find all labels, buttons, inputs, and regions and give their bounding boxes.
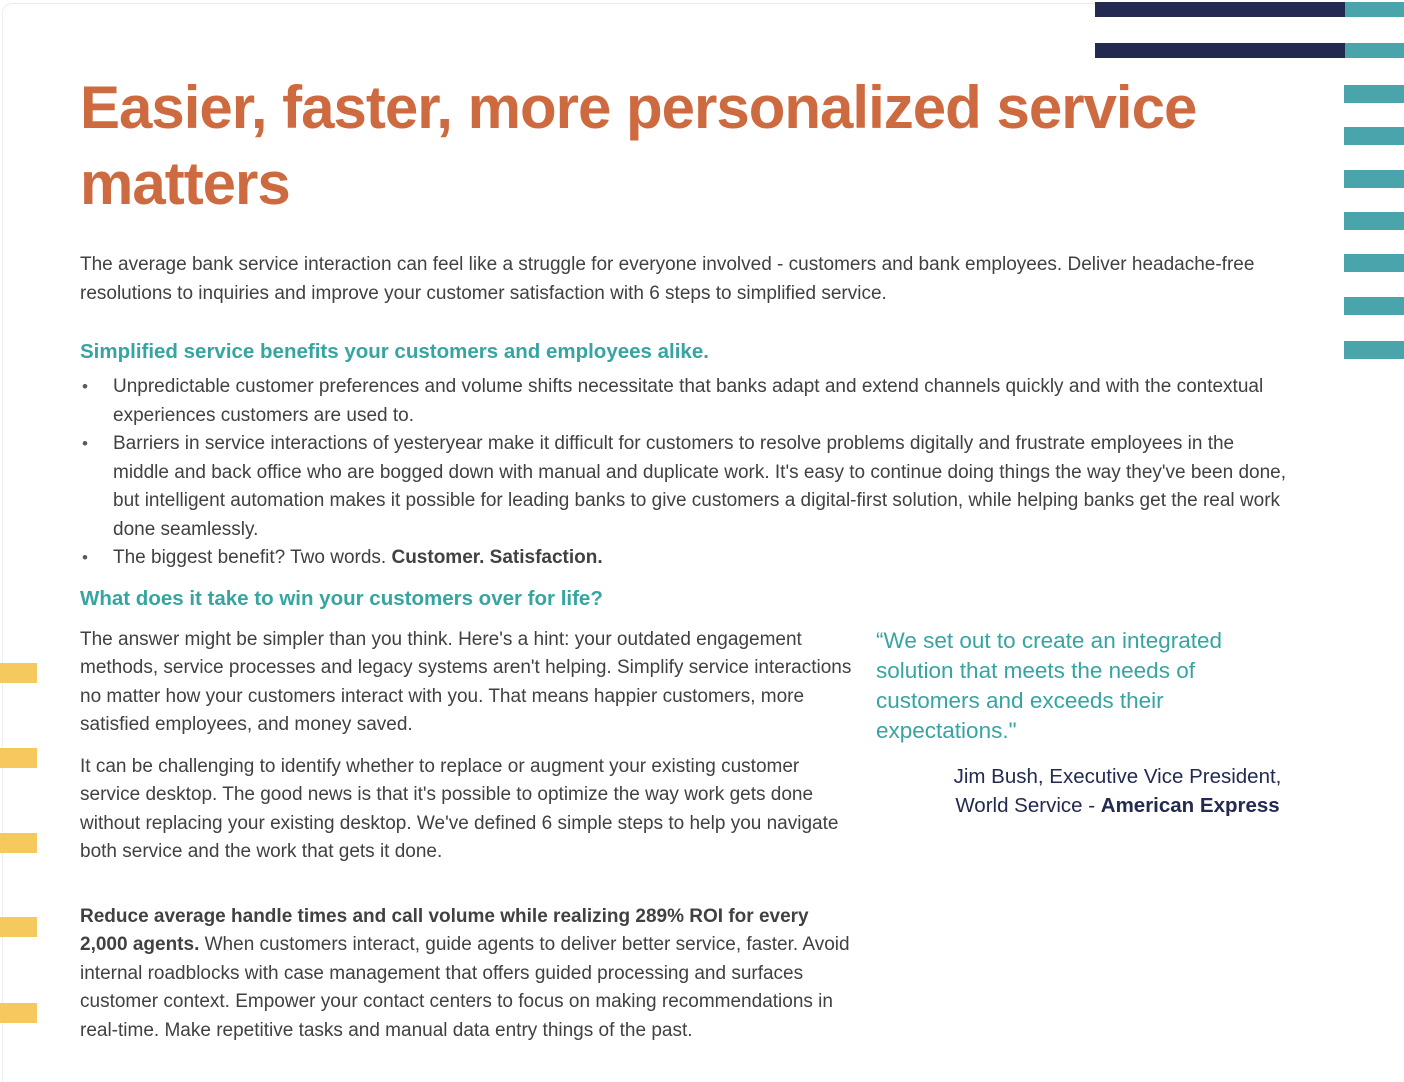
list-item <box>113 544 1292 573</box>
benefits-heading: Simplified service benefits your customers and employees alike. <box>80 340 709 363</box>
paragraph <box>80 903 852 1046</box>
bullet-text-bold: Customer. Satisfaction. <box>391 547 603 568</box>
benefits-list <box>80 373 1292 573</box>
attribution-line1: Jim Bush, Executive Vice President, <box>953 764 1282 788</box>
two-column-section <box>80 626 1324 1046</box>
paragraph-bold-lead: Reduce average handle times and call volume while realizing 289% ROI for every 2,000 agents. <box>80 905 809 955</box>
list-item <box>113 430 1292 544</box>
bullet-text: The biggest benefit? Two words. <box>113 547 392 568</box>
paragraph: The answer might be simpler than you think. Here's a hint: your outdated engagement methods, service processes and legacy systems aren't helping. Simplify service interactions no matter how your customers interact with you. That means happier customers, more satisfied employees, and money saved. <box>80 628 852 735</box>
bullet-text: Barriers in service interactions of yesteryear make it difficult for customers to resolve problems digitally and frustrate employees in the middle and back office who are bogged down with manual and duplicate work. It's easy to continue doing things the way they've been done, but intelligent automation makes it possible for leading banks to give customers a digital-first solution, while helping banks get the real work done seamlessly. <box>113 433 1286 540</box>
bullet-text: Unpredictable customer preferences and volume shifts necessitate that banks adapt and extend channels quickly and with the contextual experiences customers are used to. <box>113 376 1264 426</box>
page-title: Easier, faster, more personalized service matters <box>80 74 1197 217</box>
quote-text: “We set out to create an integrated solution that meets the needs of customers and exceeds their expectations." <box>876 627 1223 743</box>
paragraph-text: When customers interact, guide agents to deliver better service, faster. Avoid internal roadblocks with case management that offers guided processing and surfaces customer context. Empower your contact centers to focus on making recommendations in real-time. Make repetitive tasks and manual data entry things of the past. <box>80 934 850 1041</box>
intro-paragraph: The average bank service interaction can feel like a struggle for everyone involved - customers and bank employees. Deliver headache-free resolutions to inquiries and improve your customer satisfaction with 6 steps to simplified service. <box>80 254 1255 304</box>
body-column <box>80 626 852 1046</box>
list-item <box>113 373 1292 430</box>
attribution-line2: World Service - <box>955 793 1101 817</box>
quote-attribution <box>876 762 1304 820</box>
attribution-company: American Express <box>1100 793 1280 817</box>
pull-quote <box>876 626 1304 1046</box>
paragraph: It can be challenging to identify whether to replace or augment your existing customer service desktop. The good news is that it's possible to optimize the way work gets done without replacing your existing desktop. We've defined 6 simple steps to help you navigate both service and the work that gets it done. <box>80 755 839 862</box>
win-customers-heading: What does it take to win your customers over for life? <box>80 586 603 610</box>
